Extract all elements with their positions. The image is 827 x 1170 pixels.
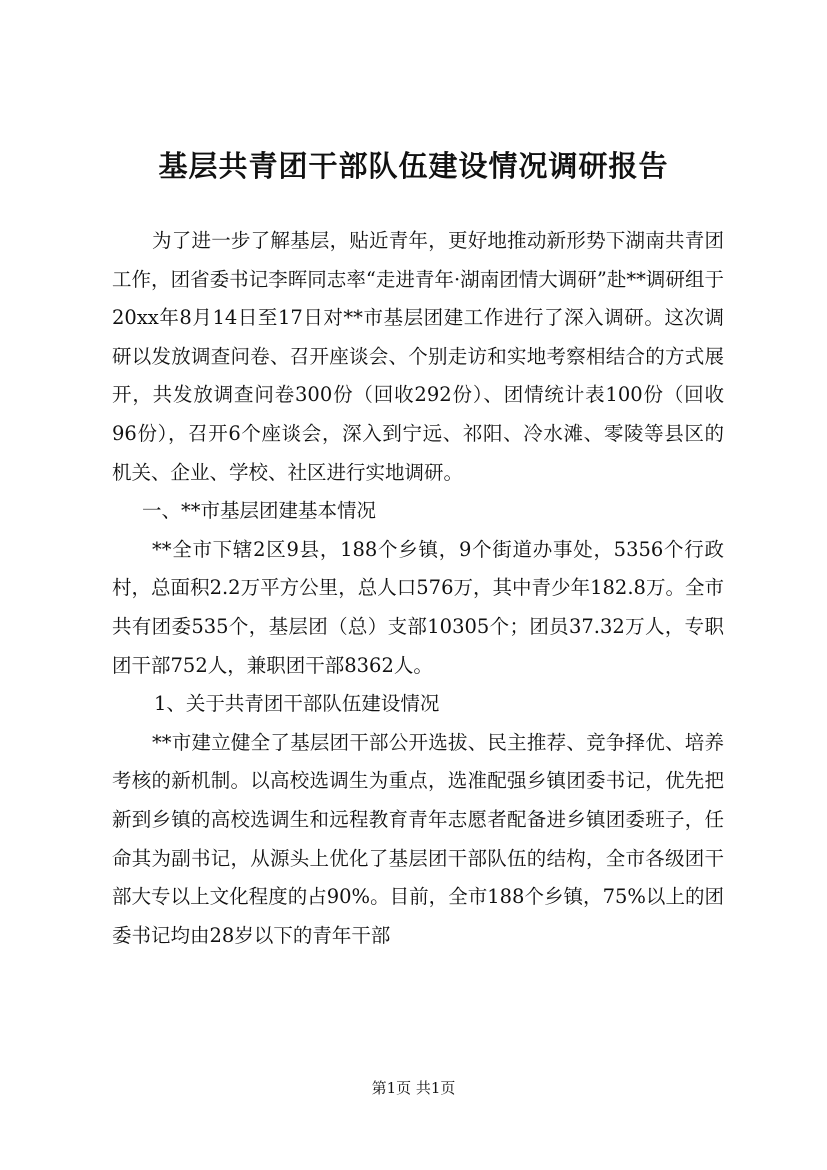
document-title: 基层共青团干部队伍建设情况调研报告 [158, 149, 669, 183]
document-body [112, 222, 724, 955]
page-footer: 第1页 共1页 [371, 1079, 456, 1097]
paragraph-basic-situation: **全市下辖2区9县，188个乡镇，9个街道办事处，5356个行政村，总面积2.2万平方公里，总人口576万，其中青少年182.8万。全市共有团委535个，基层团（总）支部10305个；团员37.32万人，专职团干部752人，兼职团干部8362人。 [112, 537, 724, 677]
section-heading-1: 一、**市基层团建基本情况 [142, 499, 377, 523]
paragraph-cadre-building: **市建立健全了基层团干部公开选拔、民主推荐、竞争择优、培养考核的新机制。以高校选调生为重点，选准配强乡镇团委书记，优先把新到乡镇的高校选调生和远程教育青年志愿者配备进乡镇团委班子，任命其为副书记，从源头上优化了基层团干部队伍的结构，全市各级团干部大专以上文化程度的占90%。目前，全市188个乡镇，75%以上的团委书记均由28岁以下的青年干部 [112, 730, 724, 947]
subsection-heading-1: 1、关于共青团干部队伍建设情况 [154, 692, 440, 716]
paragraph-intro: 为了进一步了解基层，贴近青年，更好地推动新形势下湖南共青团工作，团省委书记李晖同志率“走进青年·湖南团情大调研”赴**调研组于20xx年8月14日至17日对**市基层团建工作进行了深入调研。这次调研以发放调查问卷、召开座谈会、个别走访和实地考察相结合的方式展开，共发放调查问卷300份（回收292份）、团情统计表100份（回收96份），召开6个座谈会，深入到宁远、祁阳、冷水滩、零陵等县区的机关、企业、学校、社区进行实地调研。 [112, 229, 724, 484]
